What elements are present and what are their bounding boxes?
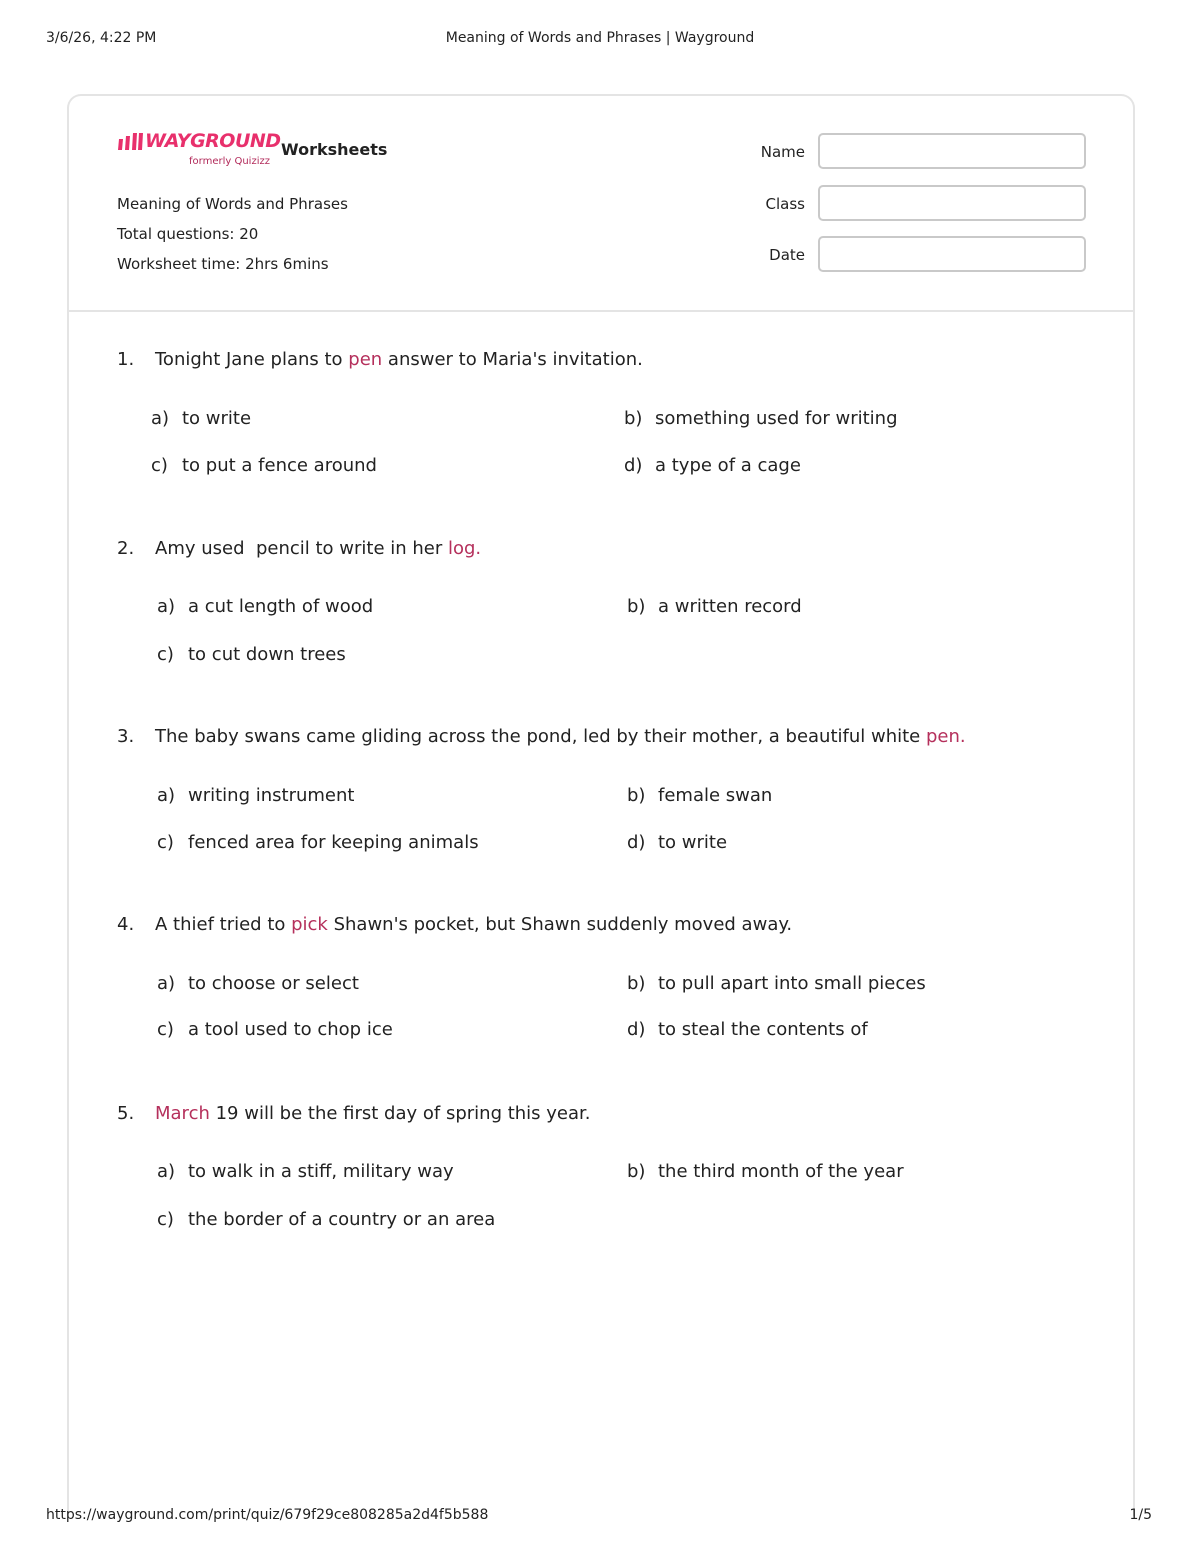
option-b[interactable] bbox=[624, 408, 898, 429]
question-stem bbox=[117, 726, 966, 747]
print-footer bbox=[0, 1507, 1200, 1527]
option-letter: a) bbox=[151, 408, 170, 429]
wayground-logo bbox=[117, 130, 281, 170]
question-text: The baby swans came gliding across the pond, led by their mother, a beautiful white bbox=[155, 726, 926, 747]
wayground-logo-icon bbox=[117, 132, 143, 152]
option-d[interactable] bbox=[627, 1019, 868, 1040]
option-text: to choose or select bbox=[188, 973, 359, 994]
highlighted-word: pen bbox=[348, 349, 383, 370]
question-number: 2. bbox=[117, 538, 135, 559]
option-a[interactable] bbox=[157, 973, 359, 994]
option-text: a cut length of wood bbox=[188, 596, 374, 617]
print-page-title: Meaning of Words and Phrases | Wayground bbox=[445, 30, 755, 46]
option-c[interactable] bbox=[157, 832, 479, 853]
option-text: the border of a country or an area bbox=[188, 1209, 496, 1230]
option-letter: c) bbox=[157, 832, 174, 853]
option-letter: a) bbox=[157, 973, 176, 994]
option-letter: b) bbox=[627, 973, 646, 994]
option-letter: b) bbox=[624, 408, 643, 429]
option-letter: b) bbox=[627, 1161, 646, 1182]
option-text: to cut down trees bbox=[188, 644, 346, 665]
question-text: Amy used pencil to write in her bbox=[155, 538, 448, 559]
worksheet-title: Meaning of Words and Phrases bbox=[117, 195, 348, 213]
highlighted-word: pick bbox=[291, 914, 328, 935]
class-label: Class bbox=[765, 195, 805, 213]
brand-suffix: Worksheets bbox=[281, 140, 388, 159]
highlighted-word: pen. bbox=[925, 726, 966, 747]
highlighted-word: log. bbox=[447, 538, 482, 559]
question-text: Shawn's pocket, but Shawn suddenly moved away. bbox=[327, 914, 793, 935]
question-stem bbox=[117, 349, 643, 370]
print-url: https://wayground.com/print/quiz/679f29ce808285a2d4f5b588 bbox=[46, 1507, 489, 1523]
option-d[interactable] bbox=[624, 455, 801, 476]
option-letter: a) bbox=[157, 1161, 176, 1182]
option-a[interactable] bbox=[157, 1161, 454, 1182]
date-field[interactable] bbox=[818, 236, 1086, 272]
option-text: a tool used to chop ice bbox=[188, 1019, 393, 1040]
option-text: a type of a cage bbox=[655, 455, 801, 476]
option-b[interactable] bbox=[627, 596, 802, 617]
brand-name: WAYGROUND bbox=[145, 130, 281, 152]
option-letter: c) bbox=[151, 455, 168, 476]
option-text: fenced area for keeping animals bbox=[188, 832, 479, 853]
option-letter: b) bbox=[627, 785, 646, 806]
option-letter: d) bbox=[627, 832, 646, 853]
option-letter: c) bbox=[157, 1019, 174, 1040]
worksheet-card bbox=[67, 94, 1135, 1516]
print-datetime: 3/6/26, 4:22 PM bbox=[46, 30, 157, 46]
option-text: to write bbox=[658, 832, 728, 853]
option-text: a written record bbox=[658, 596, 802, 617]
option-a[interactable] bbox=[151, 408, 251, 429]
question-text: 19 will be the first day of spring this year. bbox=[209, 1103, 591, 1124]
option-text: to steal the contents of bbox=[658, 1019, 868, 1040]
question-text: answer to Maria's invitation. bbox=[382, 349, 643, 370]
option-c[interactable] bbox=[151, 455, 377, 476]
highlighted-word: March bbox=[155, 1103, 210, 1124]
option-text: to put a fence around bbox=[182, 455, 377, 476]
question-stem bbox=[117, 538, 481, 559]
question-number: 3. bbox=[117, 726, 135, 747]
option-text: female swan bbox=[658, 785, 773, 806]
option-letter: d) bbox=[627, 1019, 646, 1040]
worksheet-header bbox=[69, 96, 1133, 312]
option-d[interactable] bbox=[627, 832, 727, 853]
option-b[interactable] bbox=[627, 973, 926, 994]
option-text: writing instrument bbox=[188, 785, 355, 806]
question-number: 4. bbox=[117, 914, 135, 935]
option-a[interactable] bbox=[157, 596, 373, 617]
option-text: to write bbox=[182, 408, 252, 429]
print-page-number: 1/5 bbox=[1129, 1507, 1152, 1523]
name-label: Name bbox=[760, 143, 805, 161]
option-a[interactable] bbox=[157, 785, 354, 806]
date-label: Date bbox=[769, 246, 805, 264]
print-header bbox=[0, 30, 1200, 50]
option-text: something used for writing bbox=[655, 408, 898, 429]
option-letter: c) bbox=[157, 1209, 174, 1230]
question-text: A thief tried to bbox=[155, 914, 292, 935]
option-letter: a) bbox=[157, 785, 176, 806]
question-number: 5. bbox=[117, 1103, 135, 1124]
question-stem bbox=[117, 1103, 591, 1124]
option-letter: b) bbox=[627, 596, 646, 617]
option-letter: c) bbox=[157, 644, 174, 665]
class-field[interactable] bbox=[818, 185, 1086, 221]
total-questions: Total questions: 20 bbox=[117, 225, 259, 243]
option-letter: d) bbox=[624, 455, 643, 476]
option-text: to walk in a stiff, military way bbox=[188, 1161, 454, 1182]
option-c[interactable] bbox=[157, 1209, 495, 1230]
question-number: 1. bbox=[117, 349, 135, 370]
option-c[interactable] bbox=[157, 1019, 393, 1040]
worksheet-time: Worksheet time: 2hrs 6mins bbox=[117, 255, 329, 273]
brand-subtitle: formerly Quizizz bbox=[189, 156, 270, 167]
option-b[interactable] bbox=[627, 785, 772, 806]
option-c[interactable] bbox=[157, 644, 346, 665]
question-text: Tonight Jane plans to bbox=[155, 349, 349, 370]
option-b[interactable] bbox=[627, 1161, 904, 1182]
question-stem bbox=[117, 914, 792, 935]
option-text: the third month of the year bbox=[658, 1161, 904, 1182]
option-letter: a) bbox=[157, 596, 176, 617]
name-field[interactable] bbox=[818, 133, 1086, 169]
option-text: to pull apart into small pieces bbox=[658, 973, 926, 994]
